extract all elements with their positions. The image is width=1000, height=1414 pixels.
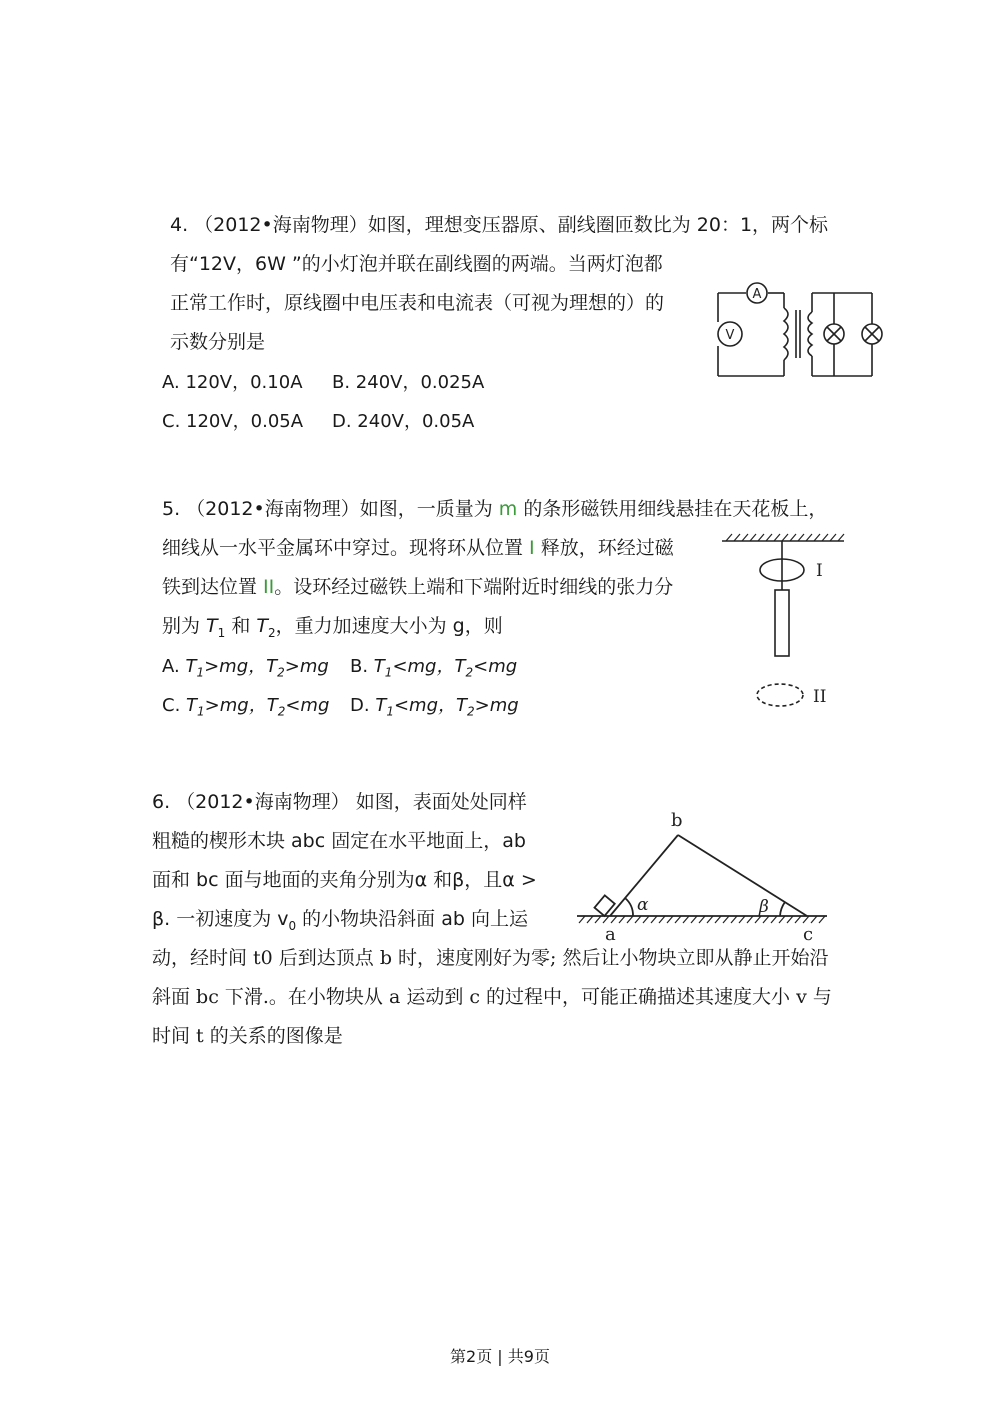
bar-magnet [775,590,789,656]
incline-bc [678,835,807,916]
q6-line5: 动，经时间 t0 后到达顶点 b 时，速度刚好为零; 然后让小物块立即从静止开始沿 [152,947,829,969]
alpha-arc [625,898,633,916]
q6-line2: 粗糙的楔形木块 abc 固定在水平地面上，ab [152,830,526,852]
q6-line4: β. 一初速度为 $v_0$ 的小物块沿斜面 ab 向上运 [152,908,528,933]
q5-option-b: B. $T_1<mg$，$T_2<mg$ [350,656,518,680]
vertex-a-label: a [605,924,616,945]
ammeter-label: A [752,287,762,302]
position-1-label: I [816,561,823,581]
q4-line2: 有“12V，6W ”的小灯泡并联在副线圈的两端。当两灯泡都 [170,253,663,275]
alpha-label: α [637,895,649,915]
q4-option-d: D. 240V，0.05A [332,411,475,432]
q4-line4: 示数分别是 [170,331,266,353]
ceiling-hatch [726,534,844,541]
q4-option-a: A. 120V，0.10A [162,372,303,393]
beta-arc [780,902,785,916]
q6-line7: 时间 t 的关系的图像是 [152,1025,343,1047]
q5-option-d: D. $T_1<mg$，$T_2>mg$ [350,695,519,719]
q5-option-c: C. $T_1>mg$，$T_2<mg$ [162,695,330,719]
q4-option-b: B. 240V，0.025A [332,372,485,393]
q5-line3: 铁到达位置 II。设环经过磁铁上端和下端附近时细线的张力分 [162,576,674,598]
q6-line1: 6. （2012•海南物理） 如图，表面处处同样 [152,791,527,813]
q4-line1: 4. （2012•海南物理）如图，理想变压器原、副线圈匝数比为 20：1，两个标 [170,214,829,236]
q5-option-a: A. $T_1>mg$，$T_2>mg$ [162,656,329,680]
q5-line1: 5. （2012•海南物理）如图，一质量为 m 的条形磁铁用细线悬挂在天花板上， [162,498,828,520]
ring-position-2 [757,684,803,706]
q4-option-c: C. 120V，0.05A [162,411,304,432]
q6-line6: 斜面 bc 下滑.。在小物块从 a 运动到 c 的过程中，可能正确描述其速度大小 v 与 [152,986,832,1008]
vertex-b-label: b [671,810,683,831]
vertex-c-label: c [803,924,814,945]
q4-line3: 正常工作时，原线圈中电压表和电流表（可视为理想的）的 [170,292,665,314]
ground-hatch [579,916,825,923]
position-2-label: II [813,687,827,707]
beta-label: β [759,897,769,917]
wedge-figure [575,808,830,943]
q5-line4: 别为 $T_1$ 和 $T_2$，重力加速度大小为 g，则 [162,615,503,640]
transformer-circuit-figure [712,280,882,380]
q6-line3: 面和 bc 面与地面的夹角分别为α 和β，且α > [152,869,537,891]
page-footer: 第2页 | 共9页 [450,1347,550,1366]
voltmeter-label: V [725,328,735,343]
q5-line2: 细线从一水平金属环中穿过。现将环从位置 I 释放，环经过磁 [162,537,674,559]
magnet-ring-figure [722,530,852,715]
